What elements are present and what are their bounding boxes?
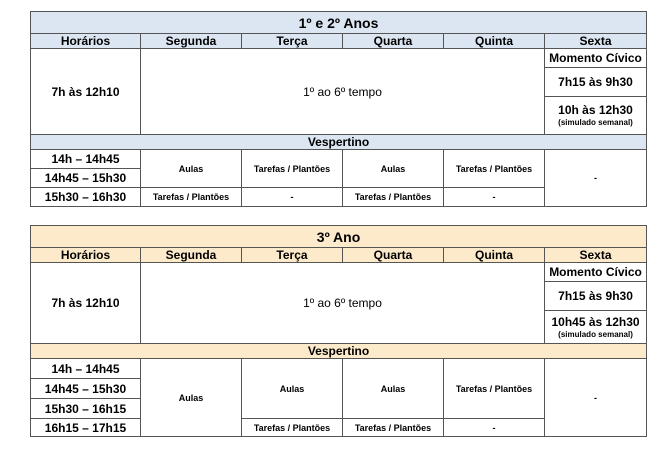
afternoon-time-4: 16h15 – 17h15	[31, 419, 141, 437]
header-quarta: Quarta	[343, 248, 444, 263]
header-horarios: Horários	[31, 34, 141, 49]
friday-slot-2-time: 10h45 às 12h30	[551, 314, 640, 329]
afternoon-time-1: 14h – 14h45	[31, 150, 141, 169]
friday-civic-moment: Momento Cívico	[545, 263, 647, 282]
schedule-table-3-ano	[30, 225, 647, 437]
mon-afternoon: Aulas	[141, 359, 242, 437]
tue-afternoon-bottom: Tarefas / Plantões	[242, 419, 343, 437]
afternoon-time-1: 14h – 14h45	[31, 359, 141, 379]
tue-afternoon-bottom: -	[242, 188, 343, 207]
mon-afternoon-bottom: Tarefas / Plantões	[141, 188, 242, 207]
table-title: 1º e 2º Anos	[31, 12, 647, 34]
header-quarta: Quarta	[343, 34, 444, 49]
afternoon-band: Vespertino	[31, 135, 647, 150]
header-sexta: Sexta	[545, 34, 647, 49]
wed-afternoon-top: Aulas	[343, 150, 444, 188]
thu-afternoon-bottom: -	[444, 188, 545, 207]
morning-activity: 1º ao 6º tempo	[141, 49, 545, 135]
afternoon-band: Vespertino	[31, 344, 647, 359]
friday-slot-2	[545, 311, 647, 344]
afternoon-time-2: 14h45 – 15h30	[31, 169, 141, 188]
friday-civic-moment: Momento Cívico	[545, 49, 647, 68]
schedule-table-1-2-anos	[30, 11, 647, 207]
wed-afternoon-top: Aulas	[343, 359, 444, 419]
tue-afternoon-top: Aulas	[242, 359, 343, 419]
thu-afternoon-top: Tarefas / Plantões	[444, 359, 545, 419]
table-title: 3º Ano	[31, 226, 647, 248]
header-quinta: Quinta	[444, 34, 545, 49]
friday-slot-2-note: (simulado semanal)	[558, 118, 633, 127]
friday-slot-2	[545, 97, 647, 135]
header-segunda: Segunda	[141, 248, 242, 263]
wed-afternoon-bottom: Tarefas / Plantões	[343, 188, 444, 207]
afternoon-time-2: 14h45 – 15h30	[31, 379, 141, 399]
morning-activity: 1º ao 6º tempo	[141, 263, 545, 344]
friday-slot-2-note: (simulado semanal)	[558, 329, 633, 339]
wed-afternoon-bottom: Tarefas / Plantões	[343, 419, 444, 437]
afternoon-time-3: 15h30 – 16h15	[31, 399, 141, 419]
fri-afternoon: -	[545, 359, 647, 437]
mon-afternoon-top: Aulas	[141, 150, 242, 188]
header-terca: Terça	[242, 34, 343, 49]
header-segunda: Segunda	[141, 34, 242, 49]
friday-slot-2-time: 10h às 12h30	[558, 103, 633, 117]
header-sexta: Sexta	[545, 248, 647, 263]
header-quinta: Quinta	[444, 248, 545, 263]
friday-slot-1: 7h15 às 9h30	[545, 282, 647, 311]
thu-afternoon-top: Tarefas / Plantões	[444, 150, 545, 188]
header-terca: Terça	[242, 248, 343, 263]
afternoon-time-3: 15h30 – 16h30	[31, 188, 141, 207]
fri-afternoon: -	[545, 150, 647, 207]
thu-afternoon-bottom: -	[444, 419, 545, 437]
header-horarios: Horários	[31, 248, 141, 263]
morning-time: 7h às 12h10	[31, 49, 141, 135]
morning-time: 7h às 12h10	[31, 263, 141, 344]
tue-afternoon-top: Tarefas / Plantões	[242, 150, 343, 188]
friday-slot-1: 7h15 às 9h30	[545, 68, 647, 97]
